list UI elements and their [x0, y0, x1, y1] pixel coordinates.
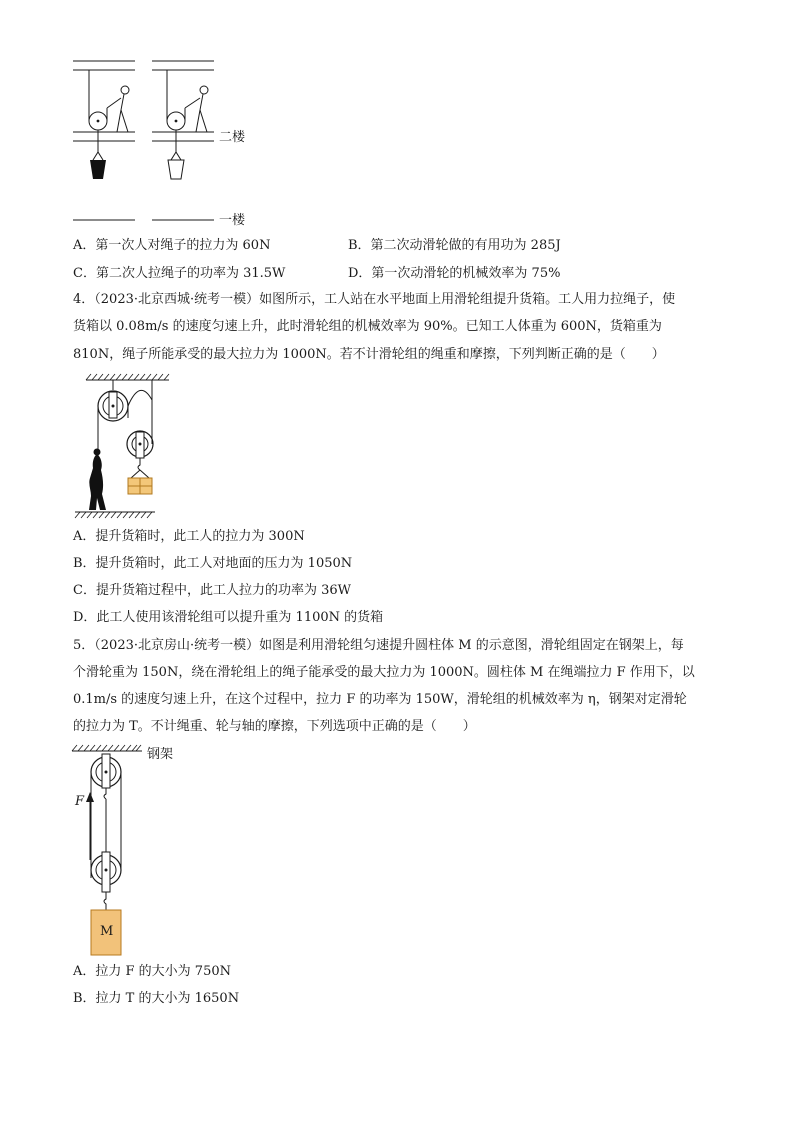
- q4-option-b: B．提升货箱时，此工人对地面的压力为 1050N: [73, 556, 353, 571]
- q5-movable-pulley: [91, 852, 121, 910]
- q4-stem-line-2: 货箱以 0.08m/s 的速度匀速上升，此时滑轮组的机械效率为 90%。已知工人体重为 600N，货箱重为: [73, 319, 662, 334]
- q5-stem-line-1: 5．（2023·北京房山·统考一模）如图是利用滑轮组匀速提升圆柱体 M 的示意图，滑轮组固定在钢架上，每: [73, 638, 684, 653]
- mass-m-label: M: [100, 924, 114, 939]
- q4-option-c: C．提升货箱过程中，此工人拉力的功率为 36W: [73, 583, 351, 598]
- q4-stem-line-3: 810N，绳子所能承受的最大拉力为 1000N。若不计滑轮组的绳重和摩擦，下列判断正确的是（ ）: [73, 347, 665, 362]
- q4-figure: [0, 370, 794, 530]
- q4-fixed-pulley: [98, 380, 128, 421]
- q5-figure: [0, 740, 794, 960]
- q5-option-b: B．拉力 T 的大小为 1650N: [73, 991, 240, 1006]
- q3-pulley-setup-1: [89, 70, 129, 179]
- q5-stem-line-3: 0.1m/s 的速度匀速上升，在这个过程中，拉力 F 的功率为 150W，滑轮组的机械效率为 η，钢架对定滑轮: [73, 692, 687, 707]
- q5-stem-line-2: 个滑轮重为 150N，绕在滑轮组上的绳子能承受的最大拉力为 1000N。圆柱体 M 在绳端拉力 F 作用下，以: [73, 665, 695, 680]
- q4-stem-line-1: 4．（2023·北京西城·统考一模）如图所示，工人站在水平地面上用滑轮组提升货箱。工人用力拉绳子，使: [73, 292, 676, 307]
- q5-stem-line-4: 的拉力为 T。不计绳重、轮与轴的摩擦，下列选项中正确的是（ ）: [73, 719, 476, 734]
- q3-pulley-setup-2: [167, 70, 208, 179]
- floor-1-label: 一楼: [219, 213, 246, 228]
- q3-option-c: C．第二次人拉绳子的功率为 31.5W: [73, 266, 286, 281]
- q5-fixed-pulley: [91, 754, 121, 799]
- q3-option-b: B．第二次动滑轮做的有用功为 285J: [348, 238, 561, 253]
- q5-option-a: A．拉力 F 的大小为 750N: [73, 964, 231, 979]
- q4-worker: [89, 454, 106, 510]
- force-f-label: F: [75, 794, 85, 809]
- q3-figure: [0, 0, 794, 230]
- q3-option-d: D．第一次动滑轮的机械效率为 75%: [348, 266, 561, 281]
- q4-option-a: A．提升货箱时，此工人的拉力为 300N: [73, 529, 305, 544]
- steel-frame-label: 钢架: [147, 747, 174, 762]
- q3-option-a: A．第一次人对绳子的拉力为 60N: [73, 238, 271, 253]
- floor-2-label: 二楼: [219, 130, 246, 145]
- q4-option-d: D．此工人使用该滑轮组可以提升重为 1100N 的货箱: [73, 610, 384, 625]
- q4-movable-pulley: [127, 431, 153, 470]
- q4-crate: [128, 470, 152, 494]
